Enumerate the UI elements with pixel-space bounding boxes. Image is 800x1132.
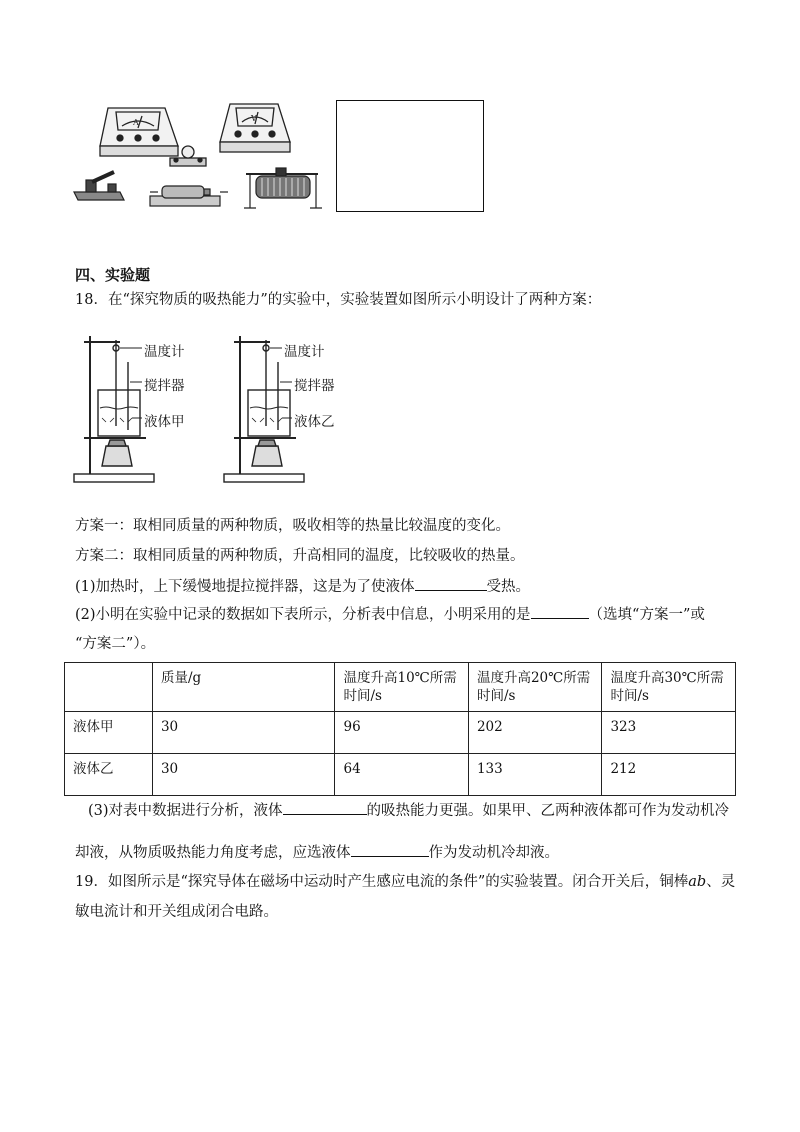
data-table bbox=[64, 662, 736, 796]
table-cell: 133 bbox=[468, 754, 601, 796]
q18-part1-text: (1)加热时，上下缓慢地提拉搅拌器，这是为了使液体 bbox=[75, 579, 415, 595]
q19-line1 bbox=[75, 872, 735, 892]
q18-stem: 18．在“探究物质的吸热能力”的实验中，实验装置如图所示小明设计了两种方案： bbox=[75, 292, 602, 308]
table-cell: 液体乙 bbox=[65, 754, 153, 796]
table-row bbox=[65, 754, 736, 796]
q18-part2-line2: “方案二”）。 bbox=[75, 636, 156, 652]
label-stirrer-left: 搅拌器 bbox=[144, 378, 185, 394]
table-row bbox=[65, 712, 736, 754]
svg-text:A: A bbox=[133, 118, 139, 127]
table-header-cell: 温度升高10℃所需时间/s bbox=[335, 663, 468, 712]
rheostat-icon bbox=[244, 168, 322, 208]
table-cell: 323 bbox=[602, 712, 736, 754]
table-header-cell: 温度升高30℃所需时间/s bbox=[602, 663, 736, 712]
q18-part3-text: (3)对表中数据进行分析，液体 bbox=[88, 803, 283, 819]
q18-part2-tail: （选填“方案一”或 bbox=[588, 607, 705, 623]
q18-part3-mid: 的吸热能力更强。如果甲、乙两种液体都可作为发动机冷 bbox=[366, 803, 730, 819]
switch-icon bbox=[74, 172, 124, 200]
apparatus-drawing bbox=[70, 326, 370, 486]
label-stirrer-right: 搅拌器 bbox=[294, 378, 335, 394]
table-header-cell: 温度升高20℃所需时间/s bbox=[468, 663, 601, 712]
q18-part2 bbox=[75, 604, 705, 625]
label-thermometer-right: 温度计 bbox=[284, 344, 325, 360]
q19-rod-label: ab bbox=[688, 874, 707, 890]
ammeter-icon bbox=[100, 108, 178, 156]
table-cell: 96 bbox=[335, 712, 468, 754]
q19-text-tail: 、灵 bbox=[706, 874, 736, 890]
heating-apparatus-figure bbox=[70, 326, 370, 486]
q18-part3-tail: 作为发动机冷却液。 bbox=[428, 845, 559, 861]
label-thermometer-left: 温度计 bbox=[144, 344, 185, 360]
table-cell: 30 bbox=[152, 754, 335, 796]
table-cell: 212 bbox=[602, 754, 736, 796]
plan-one: 方案一：取相同质量的两种物质，吸收相等的热量比较温度的变化。 bbox=[75, 518, 510, 534]
answer-blank-1[interactable] bbox=[415, 576, 487, 591]
table-header-cell bbox=[65, 663, 153, 712]
table-header-row bbox=[65, 663, 736, 712]
voltmeter-icon bbox=[220, 104, 290, 152]
q18-part1-tail: 受热。 bbox=[486, 579, 531, 595]
label-liquid-b: 液体乙 bbox=[294, 414, 335, 430]
q19-text: 19．如图所示是“探究导体在磁场中运动时产生感应电流的条件”的实验装置。闭合开关后，铜棒 bbox=[75, 874, 689, 890]
answer-blank-4[interactable] bbox=[351, 842, 429, 857]
table-cell: 30 bbox=[152, 712, 335, 754]
table-cell: 液体甲 bbox=[65, 712, 153, 754]
q18-part3 bbox=[88, 800, 729, 821]
label-liquid-a: 液体甲 bbox=[144, 414, 185, 430]
q18-part3-line2 bbox=[75, 842, 559, 863]
table-cell: 64 bbox=[335, 754, 468, 796]
answer-blank-2[interactable] bbox=[531, 604, 589, 619]
section-heading: 四、实验题 bbox=[75, 266, 151, 284]
q18-part3-text2: 却液，从物质吸热能力角度考虑，应选液体 bbox=[75, 845, 351, 861]
table-header-cell: 质量/g bbox=[152, 663, 335, 712]
setup-left bbox=[74, 336, 154, 482]
plan-two: 方案二：取相同质量的两种物质，升高相同的温度，比较吸收的热量。 bbox=[75, 548, 525, 564]
q19-line2: 敏电流计和开关组成闭合电路。 bbox=[75, 904, 278, 920]
q18-part1 bbox=[75, 576, 530, 597]
q18-part2-text: (2)小明在实验中记录的数据如下表所示，分析表中信息，小明采用的是 bbox=[75, 607, 531, 623]
table-cell: 202 bbox=[468, 712, 601, 754]
battery-icon bbox=[150, 186, 228, 206]
circuit-diagram-box bbox=[336, 100, 484, 212]
answer-blank-3[interactable] bbox=[283, 800, 367, 815]
svg-text:V: V bbox=[251, 114, 257, 123]
